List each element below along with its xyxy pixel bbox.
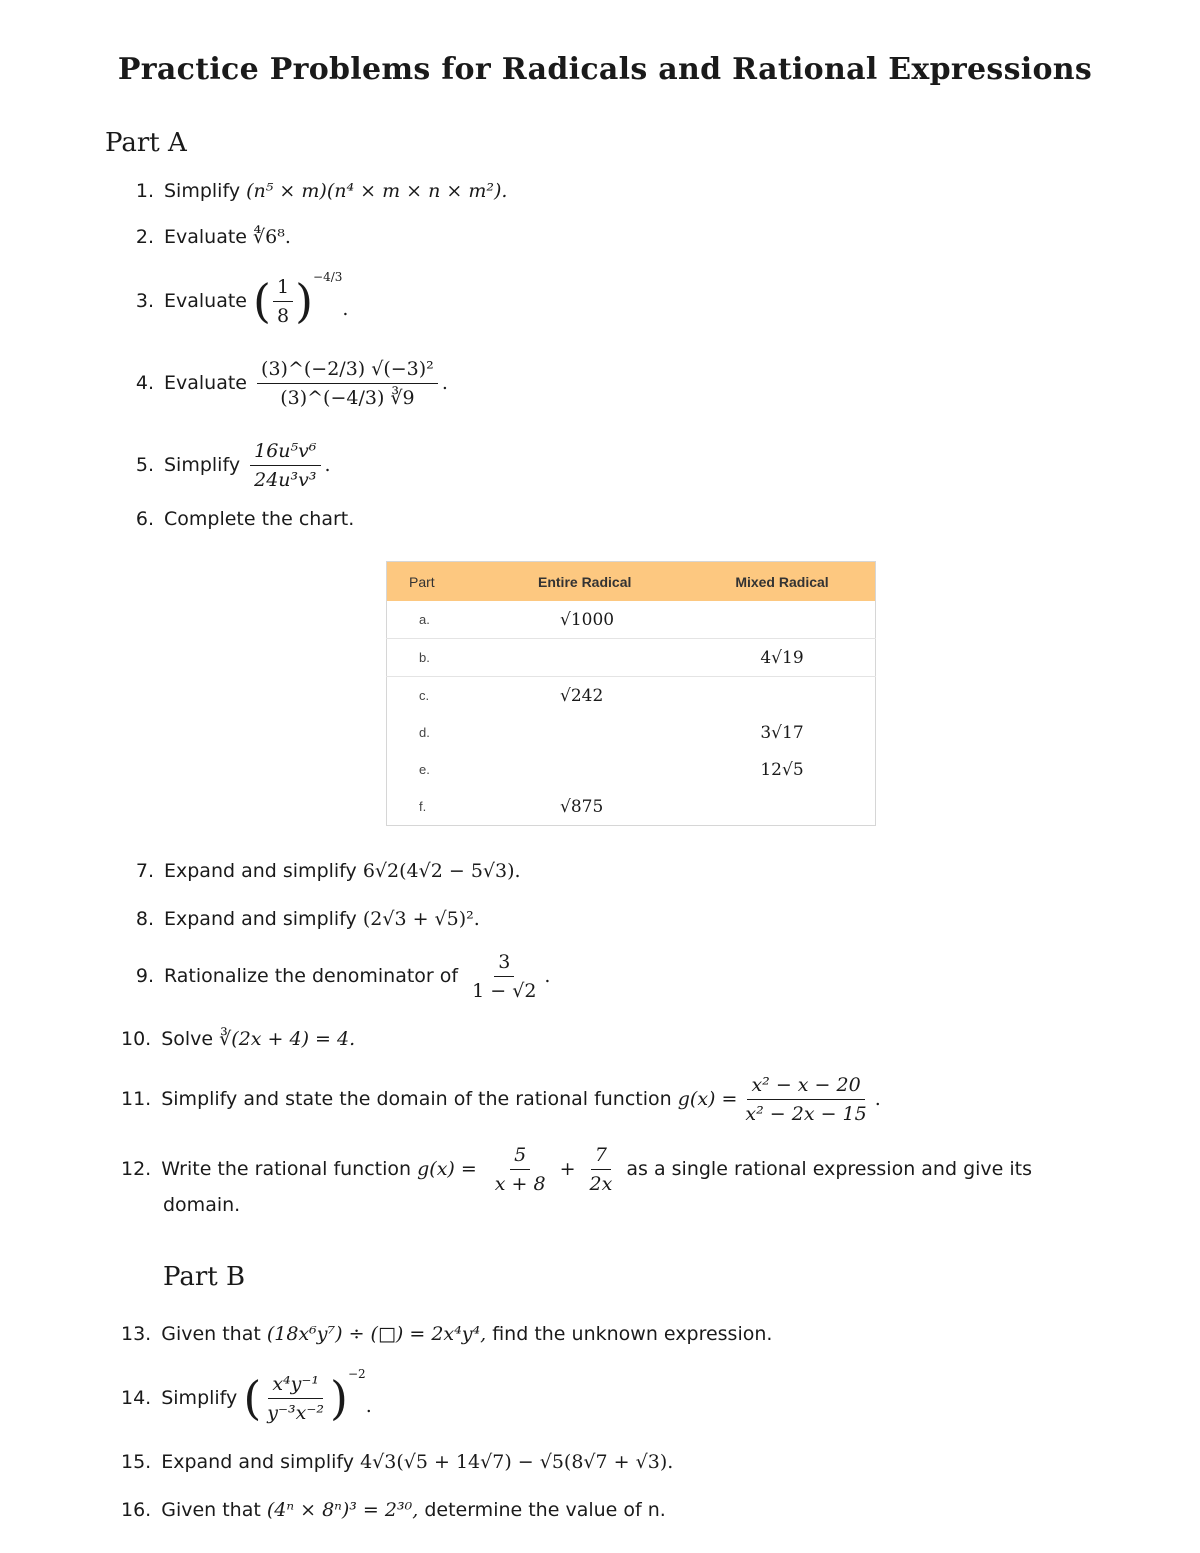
problem-number: 10. (121, 1028, 152, 1050)
row-entire (490, 639, 689, 677)
fraction-denominator: (3)^(−4/3) ∛9 (280, 386, 415, 409)
problem-expression: ∜6⁸. (253, 226, 291, 248)
problem-text-tail: as a single rational expression and give its (626, 1158, 1033, 1180)
left-paren: ( (253, 274, 271, 328)
row-entire: √242 (560, 685, 604, 706)
problem-14 (121, 1365, 372, 1431)
fraction-denominator: 24u³v³ (254, 468, 317, 491)
period: . (342, 298, 349, 320)
problem-number: 9. (135, 965, 154, 987)
problem-number: 1. (135, 180, 154, 202)
fraction-numerator: 16u⁵v⁶ (250, 440, 320, 466)
problem-5 (132, 434, 331, 496)
problem-text: Evaluate (164, 290, 247, 312)
fraction (257, 358, 438, 409)
problem-expression: 6√2(4√2 − 5√3). (362, 860, 521, 882)
plus-sign: + (559, 1158, 576, 1180)
chart-header-row (387, 562, 876, 602)
table-row (387, 751, 876, 788)
problem-1 (132, 176, 507, 206)
problem-text-tail: domain. (163, 1194, 241, 1216)
fraction-denominator: x + 8 (494, 1172, 546, 1195)
table-row (387, 714, 876, 751)
problem-9 (132, 945, 550, 1007)
table-row (387, 677, 876, 715)
row-part: a. (387, 601, 491, 639)
period: . (874, 1088, 881, 1110)
problem-text: Expand and simplify (161, 1451, 355, 1473)
problem-7 (132, 856, 521, 886)
row-mixed: 3√17 (760, 722, 804, 743)
problem-text: Expand and simplify (164, 908, 357, 930)
row-part: b. (387, 639, 491, 677)
period: . (544, 965, 551, 987)
problem-expression: ∛(2x + 4) = 4. (219, 1028, 356, 1050)
fraction (468, 951, 540, 1002)
problem-expression: (18x⁶y⁷) ÷ (□) = 2x⁴y⁴, (266, 1323, 487, 1345)
fraction-numerator: 3 (494, 951, 514, 977)
part-a-heading: Part A (105, 128, 187, 158)
function-lhs: g(x) = (677, 1088, 738, 1110)
problem-number: 4. (135, 372, 154, 394)
problem-13 (121, 1319, 772, 1349)
function-lhs: g(x) = (417, 1158, 477, 1180)
problem-number: 5. (135, 454, 154, 476)
row-mixed (689, 677, 876, 715)
problem-number: 7. (135, 860, 154, 882)
problem-text: Given that (161, 1323, 261, 1345)
problem-text-tail: determine the value of n. (424, 1499, 666, 1521)
right-paren: ) (330, 1371, 348, 1425)
problem-number: 14. (121, 1387, 152, 1409)
row-part: c. (419, 688, 430, 703)
problem-text: Simplify (161, 1387, 238, 1409)
problem-expression: (n⁵ × m)(n⁴ × m × n × m²). (246, 180, 508, 202)
problem-number: 6. (135, 508, 154, 530)
problem-text: Complete the chart. (164, 508, 355, 530)
problem-11 (121, 1068, 881, 1130)
problem-text: Rationalize the denominator of (164, 965, 459, 987)
problem-6 (132, 504, 354, 534)
row-entire (490, 751, 689, 788)
row-part: f. (419, 799, 427, 814)
problem-15 (121, 1447, 673, 1477)
problem-text: Simplify (164, 180, 241, 202)
left-paren: ( (243, 1371, 262, 1425)
fraction-denominator: y⁻³x⁻² (267, 1401, 325, 1424)
fraction-numerator: (3)^(−2/3) √(−3)² (257, 358, 438, 384)
problem-text: Given that (161, 1499, 261, 1521)
problem-2 (132, 222, 291, 252)
fraction-2 (586, 1144, 617, 1195)
problem-10 (121, 1024, 355, 1054)
row-mixed: 4√19 (689, 639, 876, 677)
problem-number: 16. (121, 1499, 152, 1521)
row-mixed (689, 601, 876, 639)
problem-number: 2. (135, 226, 154, 248)
problem-number: 11. (121, 1088, 152, 1110)
problem-12-continued (163, 1190, 240, 1220)
problem-number: 15. (121, 1451, 152, 1473)
problem-expression: (2√3 + √5)². (362, 908, 480, 930)
problem-expression: (4ⁿ × 8ⁿ)³ = 2³⁰, (266, 1499, 419, 1521)
fraction (263, 1373, 328, 1424)
row-entire: √1000 (490, 601, 689, 639)
fraction-denominator: 8 (277, 304, 290, 327)
problem-text-tail: find the unknown expression. (492, 1323, 773, 1345)
fraction-numerator: x⁴y⁻¹ (268, 1373, 323, 1399)
row-part: e. (419, 762, 430, 777)
radical-chart (386, 561, 876, 826)
problem-expression: 4√3(√5 + 14√7) − √5(8√7 + √3). (360, 1451, 674, 1473)
table-row (387, 788, 876, 826)
period: . (441, 372, 448, 394)
fraction (741, 1074, 870, 1125)
row-entire: √875 (560, 796, 604, 817)
problem-text: Expand and simplify (164, 860, 357, 882)
fraction-numerator: 5 (510, 1144, 530, 1170)
period: . (324, 454, 331, 476)
fraction (250, 440, 320, 491)
row-mixed (689, 788, 876, 826)
fraction-numerator: 1 (273, 276, 293, 302)
table-row (387, 601, 876, 639)
fraction (273, 276, 293, 327)
row-part: d. (419, 725, 430, 740)
fraction-1 (491, 1144, 550, 1195)
row-entire (490, 714, 689, 751)
problem-number: 8. (135, 908, 154, 930)
problem-text: Evaluate (164, 372, 247, 394)
problem-text: Simplify and state the domain of the rational function (161, 1088, 672, 1110)
fraction-numerator: x² − x − 20 (747, 1074, 864, 1100)
fraction-numerator: 7 (591, 1144, 611, 1170)
period: . (365, 1395, 372, 1417)
fraction-denominator: 2x (589, 1172, 613, 1195)
chart-header-mixed: Mixed Radical (689, 562, 876, 602)
problem-8 (132, 904, 480, 934)
problem-number: 12. (121, 1158, 152, 1180)
problem-3 (132, 268, 348, 334)
problem-12 (121, 1138, 1032, 1200)
part-b-heading: Part B (163, 1262, 246, 1292)
exponent: −4/3 (313, 270, 343, 284)
problem-text: Evaluate (164, 226, 247, 248)
problem-number: 3. (135, 290, 154, 312)
fraction-denominator: x² − 2x − 15 (745, 1102, 867, 1125)
chart-header-entire: Entire Radical (490, 562, 689, 602)
problem-16 (121, 1495, 666, 1525)
table-row (387, 639, 876, 677)
page-title: Practice Problems for Radicals and Rational Expressions (117, 52, 1093, 87)
problem-text: Simplify (164, 454, 241, 476)
chart-header-part: Part (387, 562, 491, 602)
problem-text: Write the rational function (161, 1158, 412, 1180)
fraction-denominator: 1 − √2 (472, 979, 537, 1002)
problem-number: 13. (121, 1323, 152, 1345)
problem-text: Solve (161, 1028, 214, 1050)
exponent: −2 (348, 1367, 366, 1381)
problem-4 (132, 350, 448, 416)
right-paren: ) (295, 274, 314, 328)
row-mixed: 12√5 (760, 759, 804, 780)
